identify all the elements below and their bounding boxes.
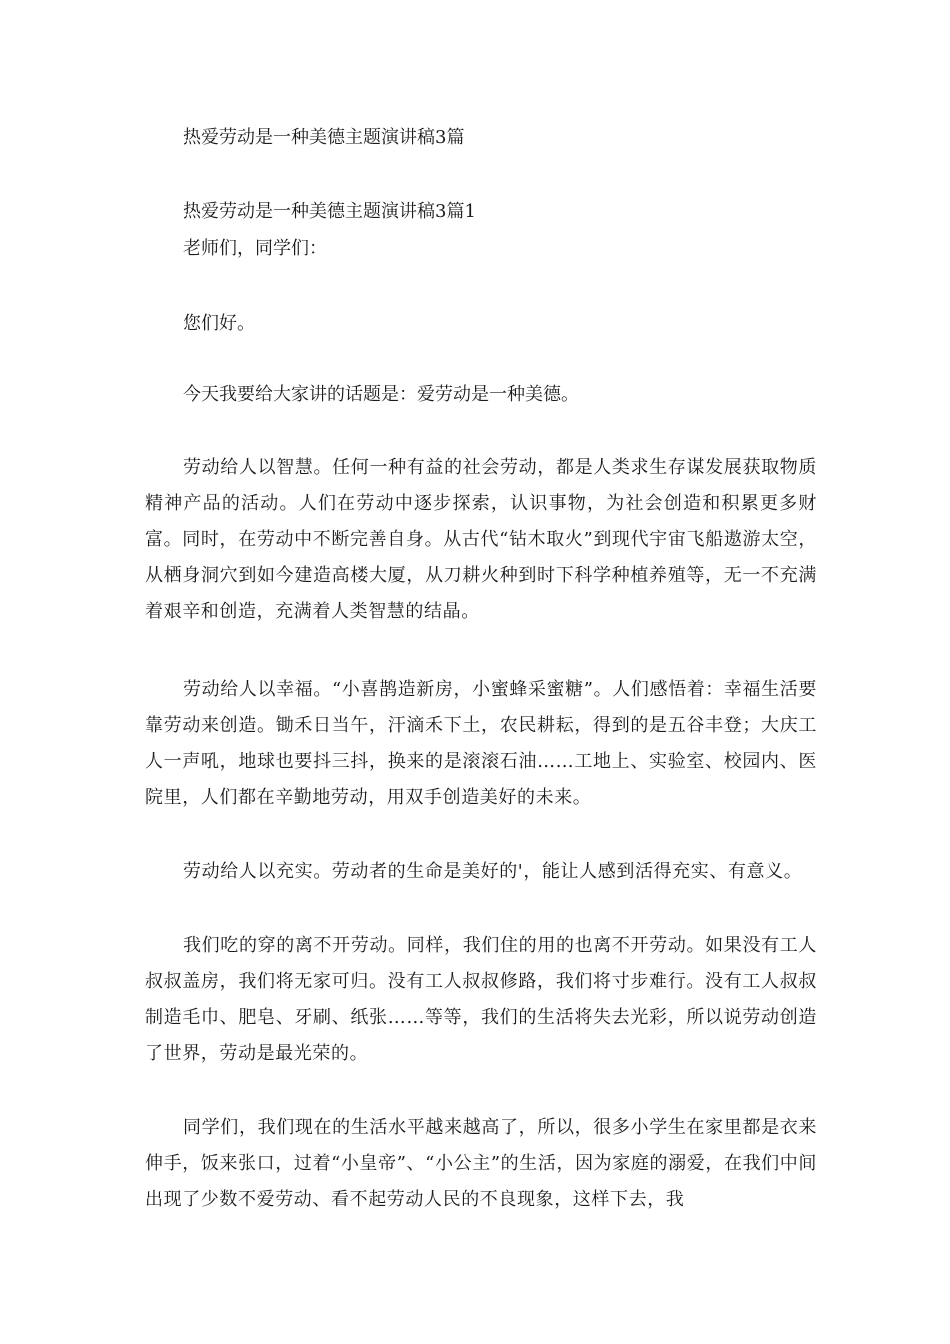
paragraph-happiness: 劳动给人以幸福。“小喜鹊造新房，小蜜蜂采蜜糖”。人们感悟着：幸福生活要靠劳动来创造。锄禾日当午，汗滴禾下土，农民耕耘，得到的是五谷丰登；大庆工人一声吼，地球也要抖三抖，换来的是滚滚石油……工地上、实验室、校园内、医院里，人们都在辛勤地劳动，用双手创造美好的未来。 bbox=[145, 679, 817, 808]
greeting: 您们好。 bbox=[183, 313, 255, 334]
section-title: 热爱劳动是一种美德主题演讲稿3篇1 bbox=[183, 201, 476, 222]
paragraph-students: 同学们，我们现在的生活水平越来越高了，所以，很多小学生在家里都是衣来伸手，饭来张口，过着“小皇帝”、“小公主”的生活，因为家庭的溺爱，在我们中间出现了少数不爱劳动、看不起劳动人民的不良现象，这样下去，我 bbox=[145, 1117, 817, 1210]
topic-line: 今天我要给大家讲的话题是：爱劳动是一种美德。 bbox=[183, 384, 579, 405]
paragraph-fulfillment: 劳动给人以充实。劳动者的生命是美好的'，能让人感到活得充实、有意义。 bbox=[183, 861, 803, 882]
paragraph-wisdom: 劳动给人以智慧。任何一种有益的社会劳动，都是人类求生存谋发展获取物质精神产品的活动。人们在劳动中逐步探索，认识事物，为社会创造和积累更多财富。同时，在劳动中不断完善自身。从古代“钻木取火”到现代宇宙飞船遨游太空，从栖身洞穴到如今建造高楼大厦，从刀耕火种到时下科学种植养殖等，无一不充满着艰辛和创造，充满着人类智慧的结晶。 bbox=[145, 457, 817, 622]
salutation: 老师们，同学们： bbox=[183, 238, 327, 259]
paragraph-daily-life: 我们吃的穿的离不开劳动。同样，我们住的用的也离不开劳动。如果没有工人叔叔盖房，我们将无家可归。没有工人叔叔修路，我们将寸步难行。没有工人叔叔制造毛巾、肥皂、牙刷、纸张……等等，我们的生活将失去光彩，所以说劳动创造了世界，劳动是最光荣的。 bbox=[145, 935, 817, 1064]
document-title: 热爱劳动是一种美德主题演讲稿3篇 bbox=[183, 127, 465, 148]
